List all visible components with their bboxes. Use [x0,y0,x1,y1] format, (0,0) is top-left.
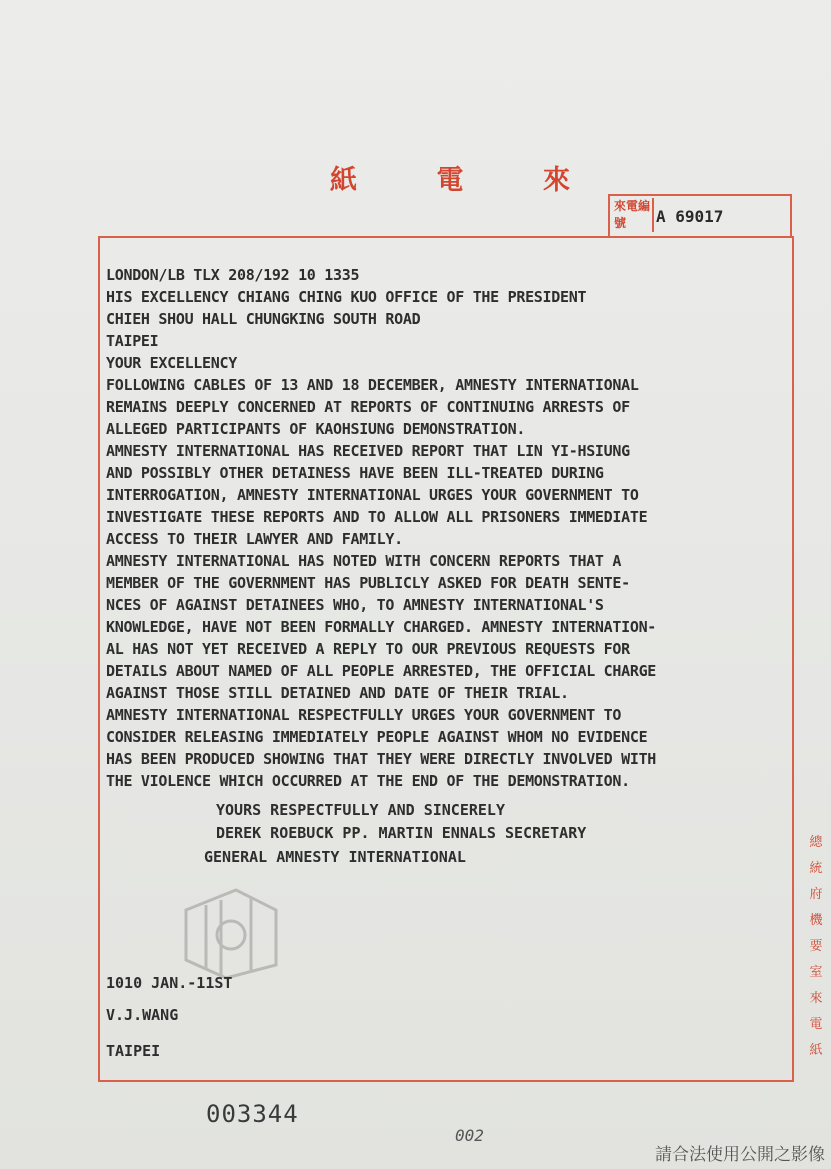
telex-line: KNOWLEDGE, HAVE NOT BEEN FORMALLY CHARGED. AMNESTY INTERNATION- [106,618,657,636]
telex-line: FOLLOWING CABLES OF 13 AND 18 DECEMBER, AMNESTY INTERNATIONAL [106,376,639,394]
closing-salutation: YOURS RESPECTFULLY AND SINCERELY [216,801,505,819]
telex-line: TAIPEI [106,332,159,350]
telex-line: CHIEH SHOU HALL CHUNGKING SOUTH ROAD [106,310,421,328]
telex-line: REMAINS DEEPLY CONCERNED AT REPORTS OF CONTINUING ARRESTS OF [106,398,630,416]
telex-line: INTERROGATION, AMNESTY INTERNATIONAL URGES YOUR GOVERNMENT TO [106,486,639,504]
telex-line: NCES OF AGAINST DETAINEES WHO, TO AMNESTY INTERNATIONAL'S [106,596,604,614]
telex-line: AND POSSIBLY OTHER DETAINESS HAVE BEEN ILL-TREATED DURING [106,464,604,482]
serial-number: A 69017 [656,207,724,226]
archive-watermark: 請合法使用公開之影像 [655,1145,825,1165]
telex-line: ACCESS TO THEIR LAWYER AND FAMILY. [106,530,403,548]
title-char-3: 來 [543,165,570,196]
form-title [330,158,570,197]
telex-line: AGAINST THOSE STILL DETAINED AND DATE OF THEIR TRIAL. [106,684,569,702]
telex-line: AMNESTY INTERNATIONAL HAS NOTED WITH CONCERN REPORTS THAT A [106,552,622,570]
title-char-2: 電 [436,165,464,196]
telex-line: MEMBER OF THE GOVERNMENT HAS PUBLICLY ASKED FOR DEATH SENTE- [106,574,630,592]
side-form-label: 總統府機要室來電紙 [809,835,823,1058]
page-number: 002 [455,1126,484,1145]
document-number: 003344 [206,1100,299,1128]
closing-organization: GENERAL AMNESTY INTERNATIONAL [204,848,466,866]
serial-label: 來電編號 [614,198,654,232]
closing-signature: DEREK ROEBUCK PP. MARTIN ENNALS SECRETARY [216,824,587,842]
serial-number-box [608,194,792,236]
telex-line: DETAILS ABOUT NAMED OF ALL PEOPLE ARRESTED, THE OFFICIAL CHARGE [106,662,657,680]
telex-line: INVESTIGATE THESE REPORTS AND TO ALLOW ALL PRISONERS IMMEDIATE [106,508,648,526]
telex-line: YOUR EXCELLENCY [106,354,237,372]
telex-line: THE VIOLENCE WHICH OCCURRED AT THE END OF THE DEMONSTRATION. [106,772,630,790]
time-date-stamp: 1010 JAN.-11ST [106,974,233,992]
telex-line: ALLEGED PARTICIPANTS OF KAOHSIUNG DEMONSTRATION. [106,420,526,438]
title-char-1: 紙 [330,165,357,196]
telex-line: CONSIDER RELEASING IMMEDIATELY PEOPLE AGAINST WHOM NO EVIDENCE [106,728,648,746]
received-stamp-icon [176,880,286,980]
telex-line: AMNESTY INTERNATIONAL RESPECTFULLY URGES YOUR GOVERNMENT TO [106,706,622,724]
telex-line: AMNESTY INTERNATIONAL HAS RECEIVED REPORT THAT LIN YI-HSIUNG [106,442,630,460]
telex-line: AL HAS NOT YET RECEIVED A REPLY TO OUR PREVIOUS REQUESTS FOR [106,640,630,658]
telex-line: HIS EXCELLENCY CHIANG CHING KUO OFFICE OF THE PRESIDENT [106,288,587,306]
receiving-city: TAIPEI [106,1042,161,1060]
telex-line: HAS BEEN PRODUCED SHOWING THAT THEY WERE DIRECTLY INVOLVED WITH [106,750,657,768]
telex-line: LONDON/LB TLX 208/192 10 1335 [106,266,360,284]
operator-name: V.J.WANG [106,1006,179,1024]
telex-body [106,264,806,792]
